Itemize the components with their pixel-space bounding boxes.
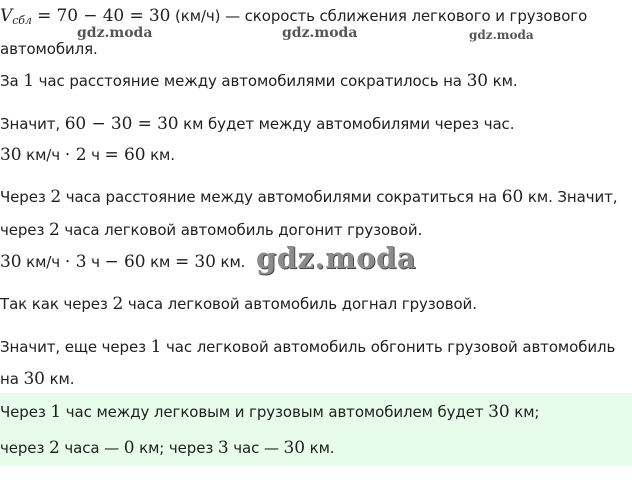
solution-line-10 [0, 337, 615, 357]
text-segment: час легковой автомобиль обгонить грузовой автомобиль [161, 338, 616, 356]
math-number: 2 [112, 294, 124, 314]
answer-line-2 [0, 438, 334, 458]
text-segment: км. [215, 253, 246, 271]
math-subscript: сбл [12, 14, 32, 27]
math-number: 30 [488, 402, 510, 422]
math-number: 30 [0, 252, 22, 272]
math-variable: V [0, 6, 13, 26]
text-segment: ч [86, 146, 105, 164]
answer-line-1 [0, 402, 539, 422]
math-number: 30 [283, 438, 305, 458]
math-number: 30 [466, 71, 489, 91]
text-segment: км/ч [21, 253, 65, 271]
text-segment: км; через [134, 439, 218, 457]
text-segment: часа расстояние между автомобилями сократиться на [61, 188, 502, 206]
math-expression: ⋅ 3 [64, 252, 87, 272]
math-number: 2 [49, 438, 60, 458]
watermark: gdz.moda [256, 241, 417, 275]
text-segment: час расстояние между автомобилями сократилось на [34, 72, 467, 90]
solution-line-11 [0, 369, 74, 389]
math-number: 2 [49, 220, 60, 240]
text-segment: час — [228, 439, 284, 457]
math-equation: = 70 − 40 = 30 [31, 6, 171, 26]
solution-line-2 [0, 39, 98, 59]
solution-line-7 [0, 220, 422, 240]
watermark: gdz.moda [282, 25, 358, 41]
text-segment: часа легковой автомобиль догонит грузовой. [59, 221, 423, 239]
math-expression: ⋅ 2 [64, 145, 87, 165]
solution-line-8 [0, 252, 245, 272]
solution-line-1 [0, 6, 587, 26]
solution-line-9 [0, 294, 477, 314]
math-number: 1 [50, 402, 62, 422]
text-segment: Через [0, 403, 51, 421]
solution-line-5 [0, 145, 175, 165]
math-equation: 60 − 30 = 30 [64, 114, 179, 134]
text-segment: км. [488, 72, 518, 90]
text-segment: За [0, 72, 24, 90]
math-number: 60 [501, 187, 524, 207]
text-segment: автомобиля. [0, 40, 98, 58]
math-number: 1 [23, 71, 34, 91]
text-segment: (км/ч) — скорость сближения легкового и грузового [170, 7, 588, 25]
text-segment: ч [86, 253, 105, 271]
watermark: gdz.moda [77, 25, 153, 41]
math-expression: = 60 [104, 145, 146, 165]
math-number: 30 [0, 145, 22, 165]
text-segment: через [0, 439, 49, 457]
text-segment: км [145, 253, 175, 271]
math-number: 2 [50, 187, 62, 207]
text-segment: Так как через [0, 295, 113, 313]
math-number: 3 [217, 438, 229, 458]
text-segment: Значит, [0, 115, 65, 133]
text-segment: Значит, еще через [0, 338, 151, 356]
text-segment: км. Значит, [523, 188, 618, 206]
text-segment: км будет между автомобилями через час. [178, 115, 515, 133]
math-expression: = 30 [174, 252, 216, 272]
text-segment: км. [304, 439, 335, 457]
text-segment: км; [509, 403, 540, 421]
text-segment: на [0, 370, 24, 388]
math-expression: − 60 [104, 252, 146, 272]
math-number: 0 [123, 438, 135, 458]
solution-line-4 [0, 114, 514, 134]
text-segment: км. [44, 370, 75, 388]
watermark: gdz.moda [469, 28, 534, 42]
solution-line-6 [0, 187, 617, 207]
text-segment: Через [0, 188, 51, 206]
math-number: 30 [23, 369, 45, 389]
text-segment: час между легковым и грузовым автомобилем будет [61, 403, 489, 421]
math-expression [0, 6, 170, 26]
solution-line-3 [0, 71, 518, 91]
text-segment: км/ч [21, 146, 65, 164]
math-number: 1 [150, 337, 162, 357]
text-segment: часа — [59, 439, 124, 457]
text-segment: часа легковой автомобиль догнал грузовой. [123, 295, 477, 313]
text-segment: км. [145, 146, 175, 164]
text-segment: через [0, 221, 49, 239]
